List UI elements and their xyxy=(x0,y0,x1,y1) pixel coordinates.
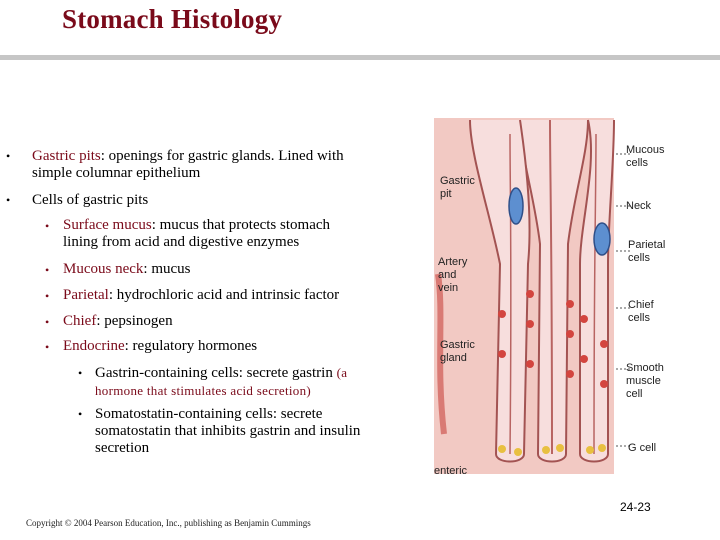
label-chief-cells xyxy=(628,299,654,325)
bullet-marker: • xyxy=(78,366,83,380)
title-divider xyxy=(0,55,720,60)
bullet-marker: • xyxy=(6,149,11,163)
bullet-text: : regulatory hormones xyxy=(124,338,258,354)
bullet-marker: • xyxy=(45,315,50,329)
label-smooth-muscle xyxy=(626,362,664,401)
term-chief: Chief xyxy=(63,313,97,329)
bullet-text: : openings for gastric glands. Lined with xyxy=(100,148,344,164)
label-line: Gastric xyxy=(440,175,475,187)
label-line: cells xyxy=(626,157,649,169)
bullet-text: : hydrochloric acid and intrinsic factor xyxy=(108,287,340,303)
bullet-surface-mucus xyxy=(63,217,433,251)
label-mucous-cells xyxy=(626,144,665,170)
bullet-marker: • xyxy=(45,219,50,233)
bullet-chief xyxy=(63,313,173,330)
label-line: vein xyxy=(438,282,459,294)
label-parietal-cells xyxy=(628,239,665,265)
copyright-notice: Copyright © 2004 Pearson Education, Inc., publishing as Benjamin Cummings xyxy=(26,518,311,528)
bullet-marker: • xyxy=(45,289,50,303)
label-line: Mucous xyxy=(626,144,665,156)
bullet-endocrine xyxy=(63,338,257,355)
bullet-gastrin-cells xyxy=(95,364,435,400)
gastric-gland-figure xyxy=(430,114,680,476)
term-mucous-neck: Mucous neck xyxy=(63,261,144,277)
label-neck: Neck xyxy=(626,200,652,212)
label-line: Parietal xyxy=(628,239,666,251)
bullet-marker: • xyxy=(6,193,11,207)
label-g-cell: G cell xyxy=(628,442,657,454)
label-artery-vein xyxy=(438,256,467,295)
bullet-marker: • xyxy=(45,340,50,354)
label-line: Smooth xyxy=(626,362,664,374)
label-line: cells xyxy=(628,312,651,324)
label-gastric-pit xyxy=(440,175,475,201)
label-line: cells xyxy=(628,252,651,264)
term-surface-mucus: Surface mucus xyxy=(63,217,152,233)
bullet-text: hormone that stimulates acid secretion) xyxy=(95,383,312,398)
term-parietal: Parietal xyxy=(63,287,109,303)
bullet-marker: • xyxy=(45,263,50,277)
page-number: 24-23 xyxy=(620,500,651,514)
label-line: muscle xyxy=(626,375,661,387)
vein-cross-section xyxy=(509,188,523,224)
bullet-text: (a xyxy=(336,365,348,380)
bullet-somatostatin-cells xyxy=(95,406,435,457)
label-line: Artery xyxy=(438,256,468,268)
gland-lumen xyxy=(510,134,511,454)
label-line: gland xyxy=(440,352,467,364)
label-line: Gastric xyxy=(440,339,475,351)
label-line: pit xyxy=(440,188,452,200)
bullet-text: : mucus xyxy=(143,261,191,277)
bullet-marker: • xyxy=(78,407,83,421)
bullet-mucous-neck xyxy=(63,261,191,278)
bullet-text: lining from acid and digestive enzymes xyxy=(63,234,300,250)
bullet-text: secretion xyxy=(95,440,150,456)
bullet-text: : pepsinogen xyxy=(96,313,173,329)
label-enteric: enteric xyxy=(434,465,468,477)
bullet-text: Somatostatin-containing cells: secrete xyxy=(95,406,323,422)
label-gastric-gland xyxy=(440,339,475,365)
bullet-gastric-pits xyxy=(32,148,432,182)
vein-cross-section xyxy=(594,223,610,255)
bullet-cells-of-pits: Cells of gastric pits xyxy=(32,192,149,208)
bullet-text: simple columnar epithelium xyxy=(32,165,201,181)
term-endocrine: Endocrine xyxy=(63,338,125,354)
bullet-text: somatostatin that inhibits gastrin and insulin xyxy=(95,423,361,439)
label-line: cell xyxy=(626,388,643,400)
slide-title: Stomach Histology xyxy=(62,4,283,34)
bullet-parietal xyxy=(63,287,339,304)
label-line: and xyxy=(438,269,457,281)
label-line: Chief xyxy=(628,299,654,311)
bullet-text: Gastrin-containing cells: secrete gastrin xyxy=(95,365,337,381)
term-gastric-pits: Gastric pits xyxy=(32,148,101,164)
bullet-text: : mucus that protects stomach xyxy=(151,217,331,233)
